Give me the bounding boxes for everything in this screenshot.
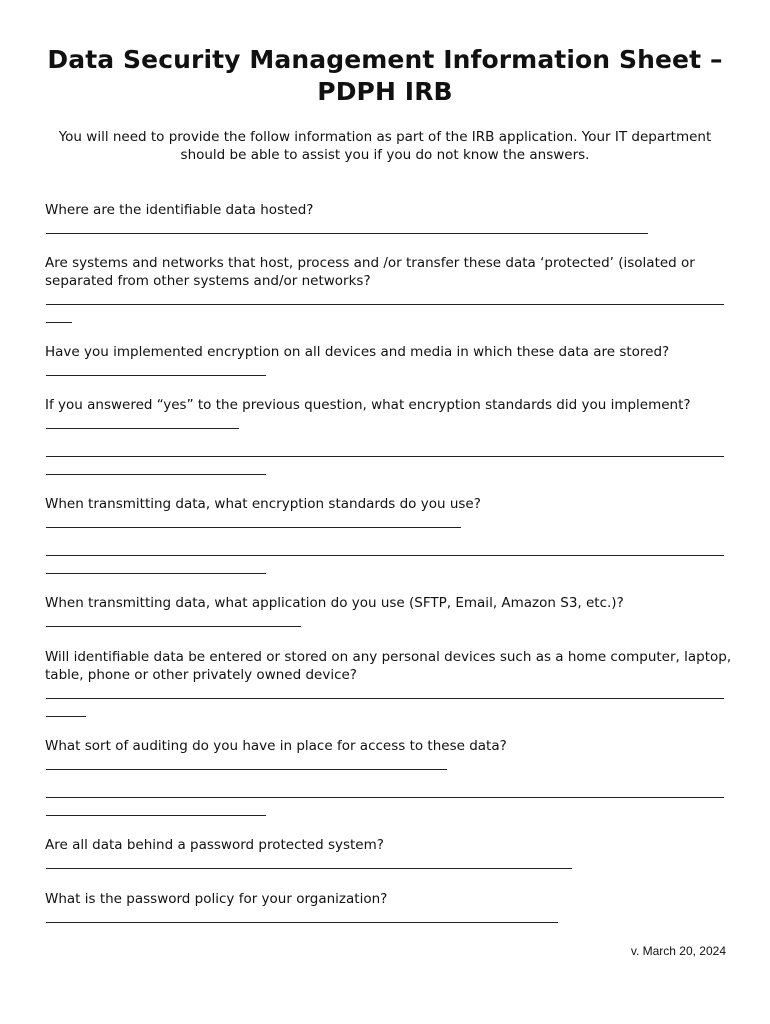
- question-hosting: Where are the identifiable data hosted?: [45, 202, 314, 218]
- version-date: v. March 20, 2024: [630, 944, 726, 958]
- answer-line-transmit-encryption-1[interactable]: [46, 527, 461, 528]
- answer-line-protected-networks-2[interactable]: [46, 322, 72, 323]
- question-protected-networks: Are systems and networks that host, process and /or transfer these data ‘protected’ (isolated or separated from other systems and/or networks?: [45, 255, 695, 289]
- question-personal-devices: Will identifiable data be entered or stored on any personal devices such as a home computer, laptop, table, phone or other privately owned device?: [45, 649, 732, 683]
- intro-text: You will need to provide the follow information as part of the IRB application. Your IT department should be able to assist you if you do not know the answers.: [58, 129, 712, 163]
- answer-line-hosting[interactable]: [46, 233, 648, 234]
- answer-line-transmit-application[interactable]: [46, 626, 301, 627]
- question-password-policy: What is the password policy for your organization?: [45, 891, 388, 907]
- question-encryption-standards: If you answered “yes” to the previous question, what encryption standards did you implement?: [45, 397, 691, 413]
- answer-line-encryption-standards-3[interactable]: [46, 474, 266, 475]
- answer-line-encryption-at-rest[interactable]: [46, 375, 266, 376]
- answer-line-auditing-3[interactable]: [46, 815, 266, 816]
- answer-line-personal-devices-1[interactable]: [46, 698, 724, 699]
- answer-line-transmit-encryption-2[interactable]: [46, 555, 724, 556]
- answer-line-transmit-encryption-3[interactable]: [46, 573, 266, 574]
- question-transmit-encryption: When transmitting data, what encryption standards do you use?: [45, 496, 481, 512]
- answer-line-encryption-standards-1[interactable]: [46, 428, 239, 429]
- answer-line-password-policy[interactable]: [46, 922, 558, 923]
- answer-line-auditing-2[interactable]: [46, 797, 724, 798]
- question-password-protected: Are all data behind a password protected system?: [45, 837, 384, 853]
- answer-line-password-protected[interactable]: [46, 868, 572, 869]
- question-auditing: What sort of auditing do you have in place for access to these data?: [45, 738, 507, 754]
- answer-line-auditing-1[interactable]: [46, 769, 447, 770]
- answer-line-personal-devices-2[interactable]: [46, 716, 86, 717]
- question-transmit-application: When transmitting data, what application do you use (SFTP, Email, Amazon S3, etc.)?: [45, 595, 624, 611]
- answer-line-encryption-standards-2[interactable]: [46, 456, 724, 457]
- page-title: Data Security Management Information Sheet – PDPH IRB: [47, 45, 723, 106]
- question-encryption-at-rest: Have you implemented encryption on all devices and media in which these data are stored?: [45, 344, 670, 360]
- answer-line-protected-networks-1[interactable]: [46, 304, 724, 305]
